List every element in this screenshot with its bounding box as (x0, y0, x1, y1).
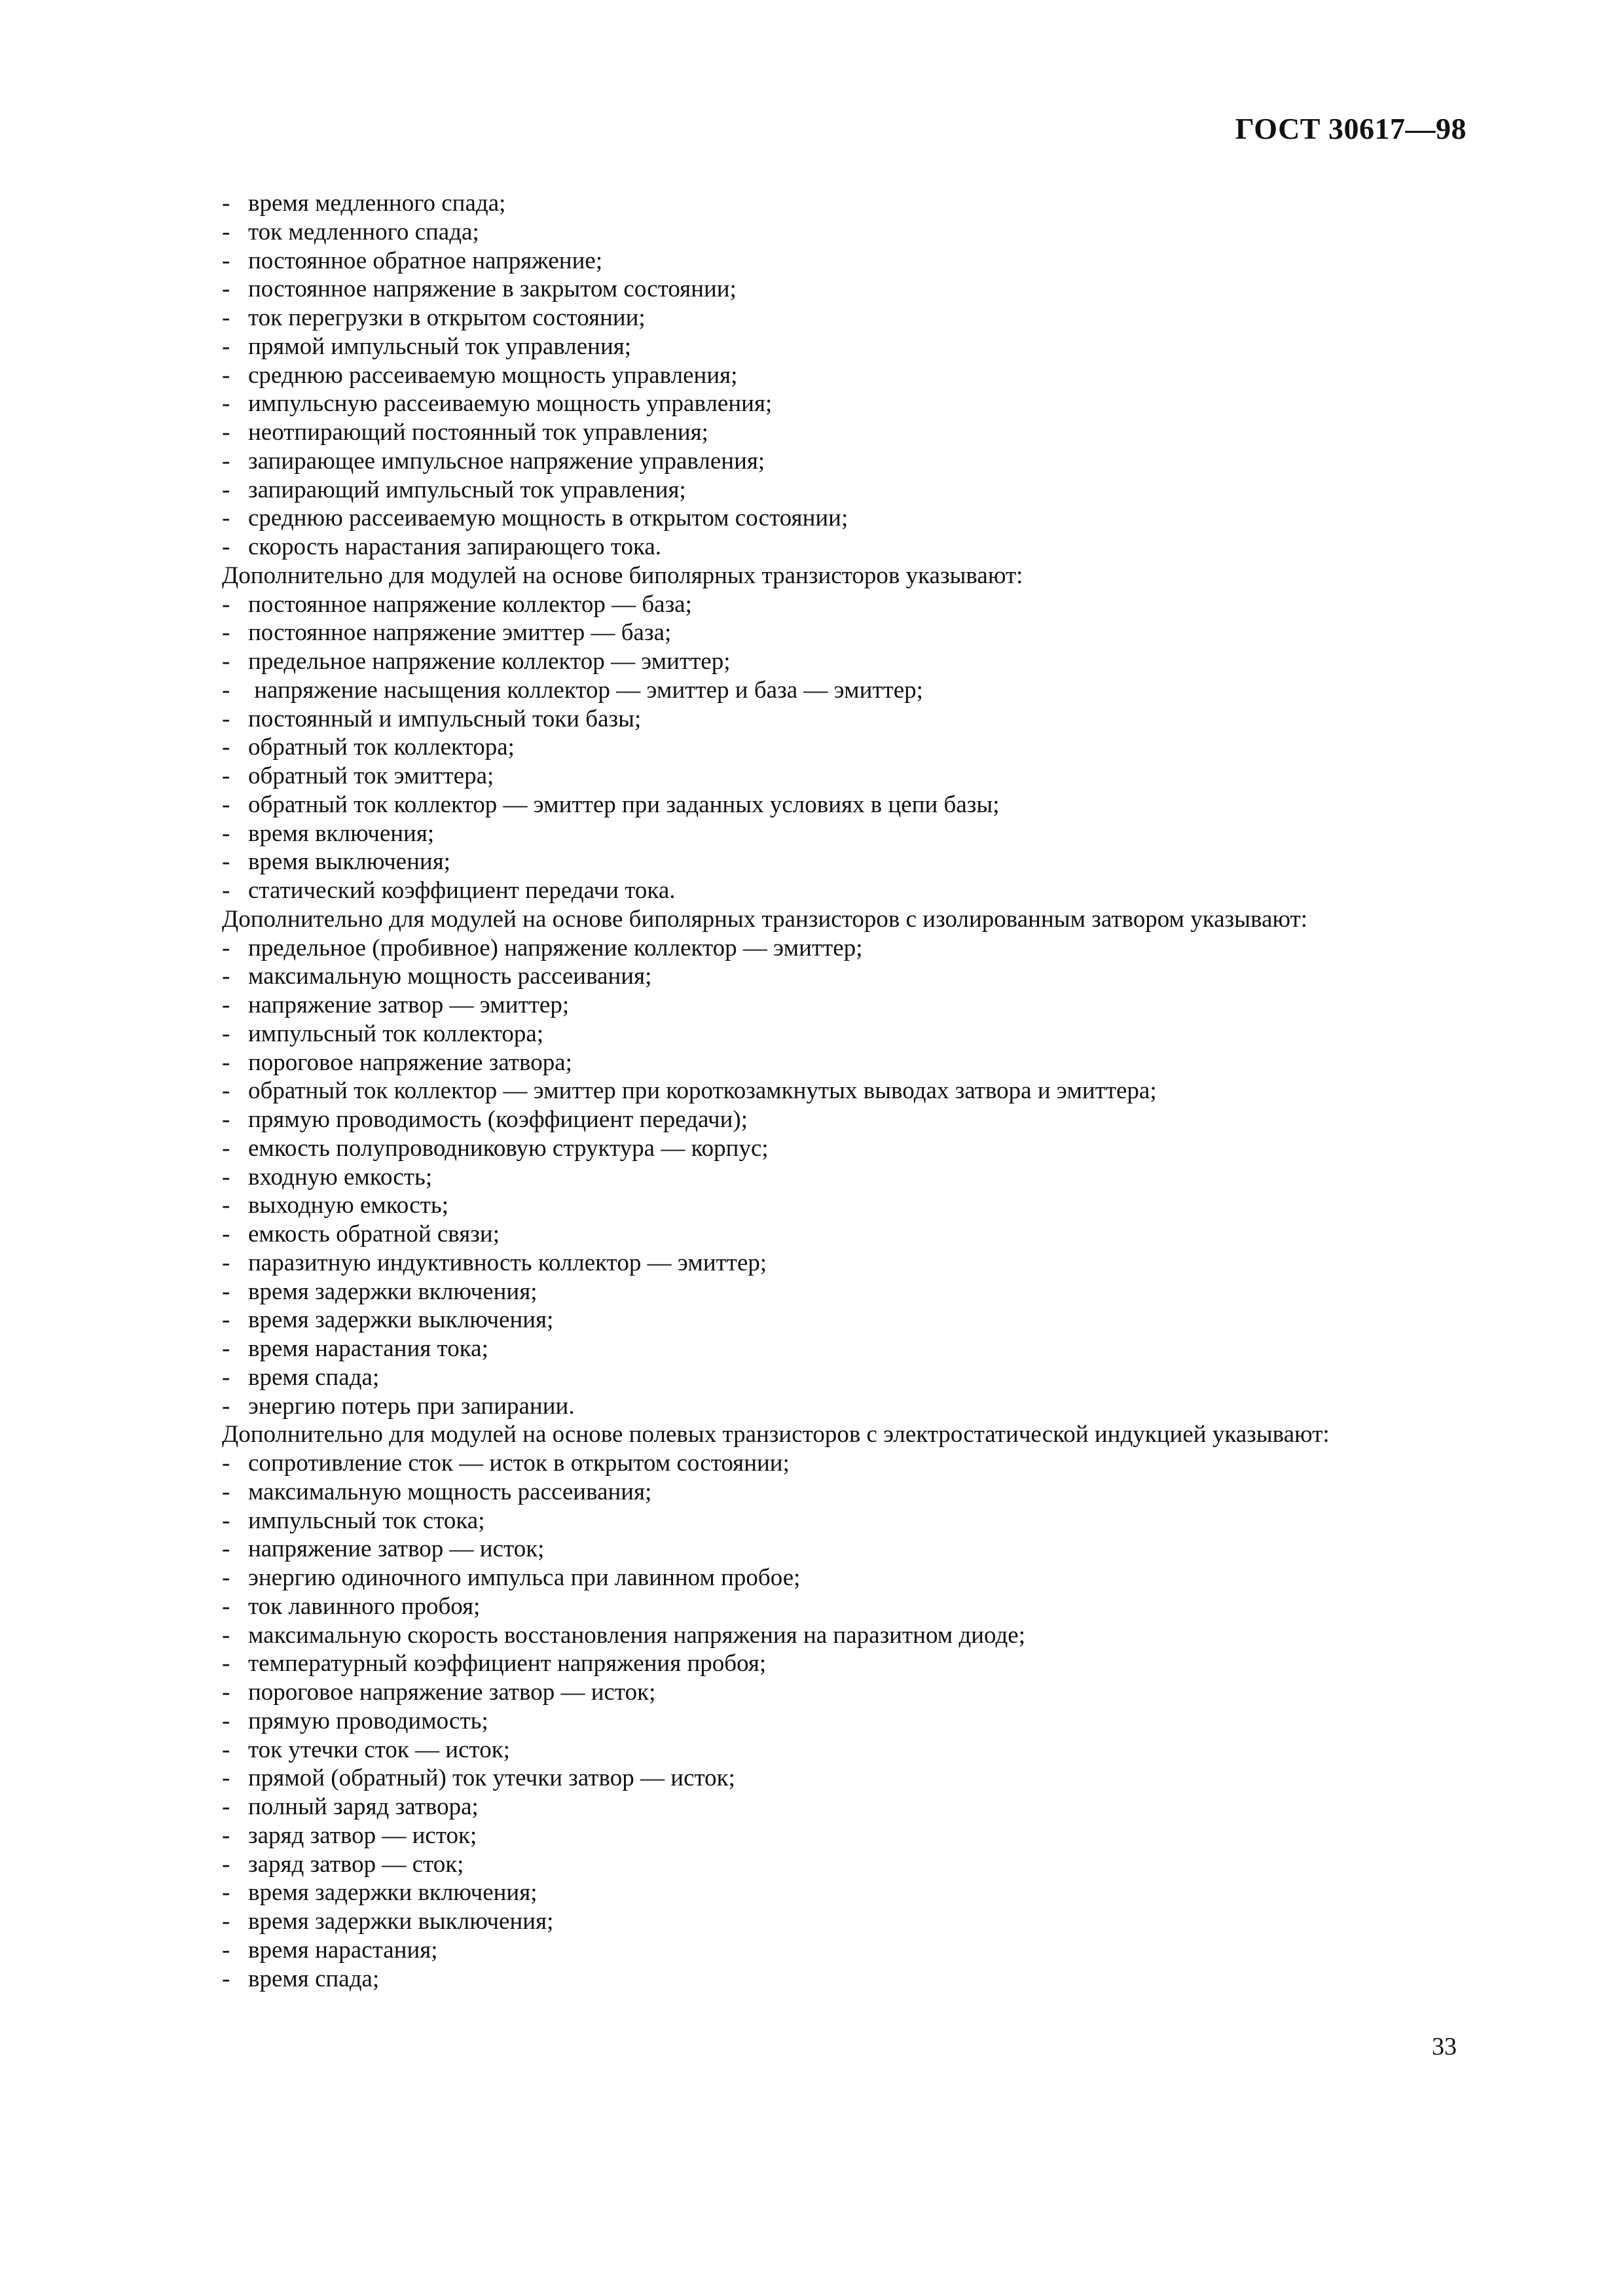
list-item (222, 1249, 1466, 1278)
list-item-text: напряжение затвор — исток; (248, 1535, 545, 1563)
list-item (222, 590, 1466, 619)
list-bullet-dash: - (222, 1478, 230, 1505)
list-item (222, 1335, 1466, 1363)
list-bullet-dash: - (222, 1564, 230, 1591)
document-body (222, 189, 1466, 1993)
list-item-text: прямую проводимость (коэффициент передачи); (248, 1106, 748, 1133)
list-item-text: предельное напряжение коллектор — эмиттер; (248, 648, 731, 675)
list-item-text: предельное (пробивное) напряжение коллектор — эмиттер; (248, 934, 863, 961)
list-item-text: импульсную рассеиваемую мощность управления; (248, 390, 773, 418)
list-bullet-dash: - (222, 676, 230, 704)
list-item (222, 1105, 1466, 1134)
list-item (222, 1134, 1466, 1163)
list-item (222, 1850, 1466, 1879)
list-item (222, 1621, 1466, 1650)
list-item-text: выходную емкость; (248, 1192, 448, 1219)
list-item (222, 819, 1466, 848)
list-item-text: энергию одиночного импульса при лавинном пробое; (248, 1564, 801, 1591)
list-bullet-dash: - (222, 791, 230, 818)
list-item (222, 533, 1466, 562)
list-item (222, 991, 1466, 1020)
list-item-text: время медленного спада; (248, 190, 506, 217)
list-item (222, 1363, 1466, 1392)
list-item (222, 848, 1466, 876)
list-item (222, 275, 1466, 304)
list-item (222, 1163, 1466, 1192)
list-bullet-dash: - (222, 1621, 230, 1649)
list-bullet-dash: - (222, 1249, 230, 1276)
list-bullet-dash: - (222, 762, 230, 789)
list-bullet-dash: - (222, 1850, 230, 1878)
list-item-text: максимальную скорость восстановления напряжения на паразитном диоде; (248, 1621, 1025, 1649)
list-item (222, 876, 1466, 905)
list-item (222, 647, 1466, 676)
list-item-text: ток лавинного пробоя; (248, 1592, 481, 1620)
list-item-text: прямой (обратный) ток утечки затвор — исток; (248, 1765, 735, 1792)
list-item (222, 1907, 1466, 1936)
list-item-text: постоянное обратное напряжение; (248, 247, 603, 274)
list-bullet-dash: - (222, 1821, 230, 1849)
section-lead-paragraph: Дополнительно для модулей на основе биполярных транзисторов с изолированным затвором указывают: (222, 905, 1308, 933)
list-bullet-dash: - (222, 1879, 230, 1907)
list-item (222, 1878, 1466, 1907)
list-item-text: пороговое напряжение затвора; (248, 1049, 572, 1076)
list-bullet-dash: - (222, 1077, 230, 1105)
list-item-text: запирающий импульсный ток управления; (248, 476, 686, 503)
list-item-text: сопротивление сток — исток в открытом состоянии; (248, 1450, 790, 1477)
list-bullet-dash: - (222, 1221, 230, 1247)
list-item-text: неотпирающий постоянный ток управления; (248, 419, 708, 446)
list-item (222, 332, 1466, 361)
list-bullet-dash: - (222, 1306, 230, 1334)
list-bullet-dash: - (222, 1592, 230, 1620)
list-bullet-dash: - (222, 1335, 230, 1362)
document-code-header: ГОСТ 30617—98 (1235, 112, 1467, 145)
list-bullet-dash: - (222, 934, 230, 961)
list-item (222, 1392, 1466, 1421)
list-item-text: постоянный и импульсный токи базы; (248, 705, 642, 732)
list-bullet-dash: - (222, 361, 230, 389)
list-item (222, 389, 1466, 418)
list-bullet-dash: - (222, 533, 230, 560)
list-bullet-dash: - (222, 1106, 230, 1133)
list-item (222, 1220, 1466, 1249)
list-item (222, 218, 1466, 247)
list-bullet-dash: - (222, 218, 230, 245)
list-bullet-dash: - (222, 619, 230, 647)
list-item (222, 705, 1466, 734)
list-item-text: импульсный ток коллектора; (248, 1020, 544, 1047)
list-bullet-dash: - (222, 963, 230, 990)
list-item (222, 762, 1466, 791)
list-item (222, 1564, 1466, 1592)
list-item (222, 1478, 1466, 1507)
list-bullet-dash: - (222, 705, 230, 732)
list-item-text: ток медленного спада; (248, 218, 479, 245)
list-item (222, 1191, 1466, 1220)
list-item-text: ток перегрузки в открытом состоянии; (248, 304, 646, 331)
list-item (222, 1707, 1466, 1736)
list-item-text: напряжение насыщения коллектор — эмиттер и база — эмиттер; (248, 676, 923, 704)
list-item-text: время задержки выключения; (248, 1306, 554, 1334)
list-item-text: время спада; (248, 1965, 380, 1992)
list-bullet-dash: - (222, 1049, 230, 1076)
list-item-text: обратный ток эмиттера; (248, 762, 494, 789)
list-item (222, 418, 1466, 447)
list-item (222, 1821, 1466, 1850)
list-item (222, 1678, 1466, 1707)
list-item (222, 934, 1466, 963)
list-bullet-dash: - (222, 1192, 230, 1219)
section-lead-paragraph: Дополнительно для модулей на основе биполярных транзисторов указывают: (222, 562, 1023, 589)
list-item-text: время задержки включения; (248, 1879, 538, 1907)
list-bullet-dash: - (222, 1163, 230, 1191)
list-item (222, 1535, 1466, 1564)
list-item (222, 304, 1466, 332)
list-item-text: скорость нарастания запирающего тока. (248, 533, 662, 560)
list-item-text: постоянное напряжение коллектор — база; (248, 590, 692, 618)
list-item-text: постоянное напряжение в закрытом состоянии; (248, 276, 737, 303)
list-item-text: максимальную мощность рассеивания; (248, 963, 652, 990)
list-item (222, 1449, 1466, 1478)
list-item-text: ток утечки сток — исток; (248, 1736, 510, 1763)
list-item-text: емкость обратной связи; (248, 1221, 500, 1247)
list-item-text: температурный коэффициент напряжения пробоя; (248, 1650, 767, 1677)
list-item (222, 1049, 1466, 1077)
list-item (222, 247, 1466, 276)
list-item-text: прямой импульсный ток управления; (248, 332, 632, 360)
list-item-text: обратный ток коллектор — эмиттер при заданных условиях в цепи базы; (248, 791, 1000, 818)
list-item (222, 1077, 1466, 1105)
list-item (222, 447, 1466, 476)
list-item-text: время спада; (248, 1363, 380, 1391)
list-bullet-dash: - (222, 447, 230, 475)
list-item-text: постоянное напряжение эмиттер — база; (248, 619, 672, 647)
list-item-text: среднюю рассеиваемую мощность управления; (248, 361, 738, 389)
list-item (222, 1764, 1466, 1793)
list-bullet-dash: - (222, 1936, 230, 1964)
list-bullet-dash: - (222, 1965, 230, 1992)
list-item (222, 1306, 1466, 1335)
list-bullet-dash: - (222, 1363, 230, 1391)
list-item-text: заряд затвор — сток; (248, 1850, 464, 1878)
list-bullet-dash: - (222, 1535, 230, 1563)
list-item (222, 791, 1466, 819)
list-item (222, 1507, 1466, 1535)
list-item-text: паразитную индуктивность коллектор — эмиттер; (248, 1249, 767, 1276)
list-item (222, 1592, 1466, 1621)
list-item-text: время нарастания тока; (248, 1335, 488, 1362)
list-item (222, 504, 1466, 533)
list-item (222, 1020, 1466, 1049)
list-bullet-dash: - (222, 1450, 230, 1477)
list-bullet-dash: - (222, 877, 230, 904)
list-bullet-dash: - (222, 1736, 230, 1763)
list-item-text: полный заряд затвора; (248, 1793, 479, 1820)
list-item (222, 733, 1466, 762)
list-bullet-dash: - (222, 505, 230, 532)
list-item-text: пороговое напряжение затвор — исток; (248, 1679, 656, 1706)
list-bullet-dash: - (222, 1020, 230, 1047)
list-bullet-dash: - (222, 1679, 230, 1706)
list-item (222, 1278, 1466, 1306)
list-bullet-dash: - (222, 819, 230, 847)
list-bullet-dash: - (222, 332, 230, 360)
section-lead-paragraph: Дополнительно для модулей на основе полевых транзисторов с электростатической индукцией указывают: (222, 1421, 1330, 1448)
list-bullet-dash: - (222, 1765, 230, 1792)
list-bullet-dash: - (222, 1507, 230, 1534)
list-bullet-dash: - (222, 648, 230, 675)
list-bullet-dash: - (222, 848, 230, 876)
list-item (222, 1793, 1466, 1821)
list-item-text: энергию потерь при запирании. (248, 1392, 575, 1420)
list-item (222, 1965, 1466, 1994)
list-item-text: емкость полупроводниковую структура — корпус; (248, 1134, 769, 1162)
list-item (222, 361, 1466, 390)
list-item-text: среднюю рассеиваемую мощность в открытом состоянии; (248, 505, 848, 532)
list-item-text: прямую проводимость; (248, 1707, 488, 1734)
list-item (222, 1736, 1466, 1765)
list-item (222, 1936, 1466, 1965)
list-item-text: запирающее импульсное напряжение управления; (248, 447, 765, 475)
list-item-text: время включения; (248, 819, 435, 847)
list-bullet-dash: - (222, 1650, 230, 1677)
list-bullet-dash: - (222, 1278, 230, 1305)
list-item-text: время выключения; (248, 848, 451, 876)
list-item-text: время задержки включения; (248, 1278, 538, 1305)
list-item (222, 676, 1466, 705)
list-bullet-dash: - (222, 734, 230, 761)
list-bullet-dash: - (222, 992, 230, 1018)
list-item (222, 1649, 1466, 1678)
list-bullet-dash: - (222, 390, 230, 418)
list-item-text: время задержки выключения; (248, 1908, 554, 1935)
list-bullet-dash: - (222, 590, 230, 618)
list-item (222, 962, 1466, 991)
list-item-text: заряд затвор — исток; (248, 1821, 477, 1849)
list-bullet-dash: - (222, 276, 230, 303)
list-bullet-dash: - (222, 1793, 230, 1820)
list-bullet-dash: - (222, 1392, 230, 1420)
list-item-text: время нарастания; (248, 1936, 438, 1964)
list-item (222, 476, 1466, 505)
list-item-text: обратный ток коллектор — эмиттер при короткозамкнутых выводах затвора и эмиттера; (248, 1077, 1157, 1105)
list-item-text: входную емкость; (248, 1163, 433, 1191)
list-item-text: обратный ток коллектора; (248, 734, 515, 761)
list-bullet-dash: - (222, 304, 230, 331)
list-item-text: напряжение затвор — эмиттер; (248, 992, 570, 1018)
list-item-text: импульсный ток стока; (248, 1507, 485, 1534)
page-number: 33 (1432, 2033, 1457, 2060)
list-bullet-dash: - (222, 1134, 230, 1162)
list-item-text: статический коэффициент передачи тока. (248, 877, 676, 904)
list-bullet-dash: - (222, 419, 230, 446)
list-item-text: максимальную мощность рассеивания; (248, 1478, 652, 1505)
list-bullet-dash: - (222, 247, 230, 274)
list-bullet-dash: - (222, 1908, 230, 1935)
list-bullet-dash: - (222, 476, 230, 503)
list-bullet-dash: - (222, 190, 230, 217)
list-item (222, 189, 1466, 218)
list-item (222, 619, 1466, 647)
list-bullet-dash: - (222, 1707, 230, 1734)
